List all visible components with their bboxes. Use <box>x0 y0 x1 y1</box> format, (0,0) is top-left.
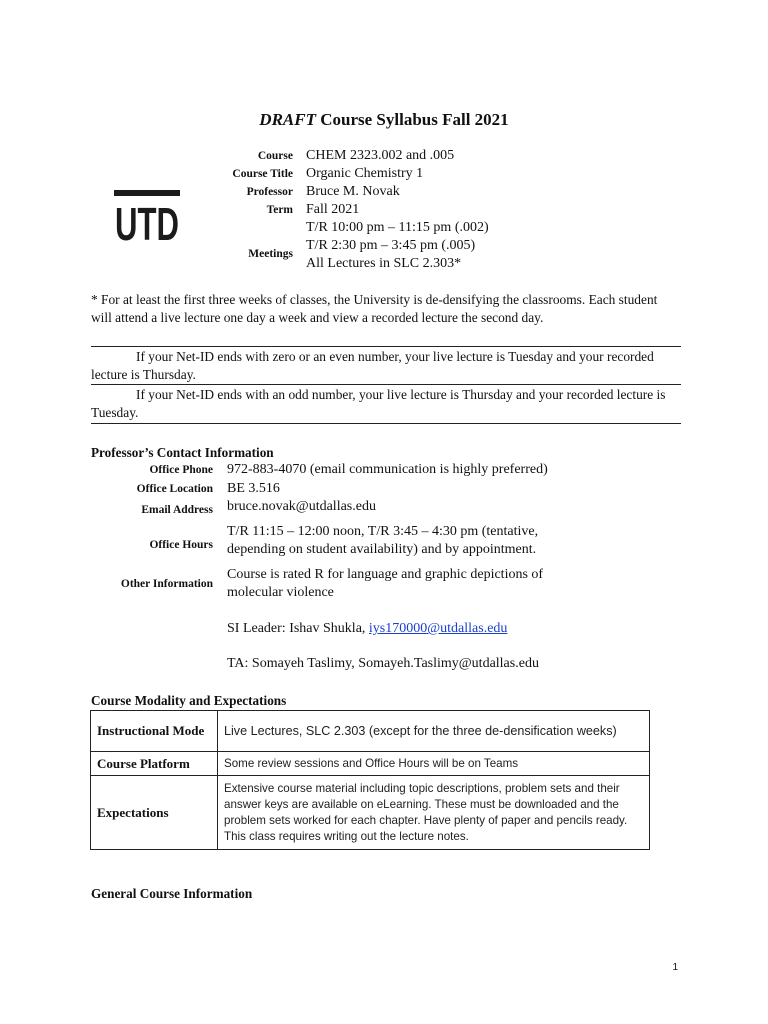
course-label: Course <box>257 150 293 162</box>
professor-label: Professor <box>246 186 293 198</box>
course-title-value: Organic Chemistry 1 <box>306 166 424 181</box>
course-title-label: Course Title <box>232 168 293 180</box>
meeting-line-3: All Lectures in SLC 2.303* <box>306 256 462 271</box>
utd-logo-icon <box>114 190 180 250</box>
meeting-line-2: T/R 2:30 pm – 3:45 pm (.005) <box>306 238 476 253</box>
other-info-line-2: molecular violence <box>227 585 334 600</box>
si-leader-email-link[interactable]: iys170000@utdallas.edu <box>368 621 508 636</box>
divider <box>91 346 681 347</box>
table-row <box>91 776 650 850</box>
office-phone-label: Office Phone <box>149 464 213 476</box>
densify-note: * For at least the first three weeks of classes, the University is de-densifying the classrooms. Each student will attend a live lecture one day a week and view a recorded lecture the second day. <box>91 292 658 325</box>
modality-heading: Course Modality and Expectations <box>91 693 287 708</box>
term-value: Fall 2021 <box>306 202 360 217</box>
ta-info: TA: Somayeh Taslimy, Somayeh.Taslimy@utdallas.edu <box>227 656 539 671</box>
general-info-heading: General Course Information <box>91 886 253 901</box>
professor-value: Bruce M. Novak <box>306 184 400 199</box>
table-row <box>91 752 650 776</box>
other-info-line-1: Course is rated R for language and graphic depictions of <box>227 567 544 582</box>
modality-table <box>90 710 650 850</box>
divider <box>91 384 681 385</box>
instructional-mode-value: Live Lectures, SLC 2.303 (except for the three de-densification weeks) <box>218 711 650 752</box>
title-rest: Course Syllabus Fall 2021 <box>315 110 509 129</box>
expectations-value: Extensive course material including topic descriptions, problem sets and their answer keys are available on eLearning. These must be downloaded and the problem sets worked for each chapter. Have plenty of paper and pencils ready. This class requires writing out the lecture notes. <box>218 776 650 850</box>
divider <box>91 423 681 424</box>
office-hours-line-2: depending on student availability) and by appointment. <box>227 542 537 557</box>
term-label: Term <box>266 204 293 216</box>
contact-heading: Professor’s Contact Information <box>91 445 274 460</box>
title-draft: DRAFT <box>259 110 316 129</box>
odd-netid-note: If your Net-ID ends with an odd number, your live lecture is Thursday and your recorded lecture is Tuesday. <box>91 387 666 420</box>
course-platform-label: Course Platform <box>91 752 218 776</box>
logo-text: UTD <box>115 198 179 250</box>
si-leader <box>227 621 507 637</box>
table-row <box>91 711 650 752</box>
meeting-line-1: T/R 10:00 pm – 11:15 pm (.002) <box>306 220 489 235</box>
course-platform-value: Some review sessions and Office Hours will be on Teams <box>218 752 650 776</box>
instructional-mode-label: Instructional Mode <box>91 711 218 752</box>
document-title <box>0 110 768 130</box>
office-location-label: Office Location <box>136 483 213 495</box>
office-location-value: BE 3.516 <box>227 481 280 496</box>
office-hours-line-1: T/R 11:15 – 12:00 noon, T/R 3:45 – 4:30 pm (tentative, <box>227 524 539 539</box>
email-label: Email Address <box>141 504 213 516</box>
email-value: bruce.novak@utdallas.edu <box>227 499 376 514</box>
meetings-label: Meetings <box>248 248 293 260</box>
course-value: CHEM 2323.002 and .005 <box>306 148 455 163</box>
si-leader-text: SI Leader: Ishav Shukla, <box>227 621 369 636</box>
other-info-label: Other Information <box>120 578 213 590</box>
even-netid-note: If your Net-ID ends with zero or an even number, your live lecture is Tuesday and your recorded lecture is Thursday. <box>91 349 654 382</box>
office-hours-label: Office Hours <box>149 539 213 551</box>
expectations-label: Expectations <box>91 776 218 850</box>
office-phone-value: 972-883-4070 (email communication is highly preferred) <box>227 462 548 477</box>
page-number: 1 <box>672 962 678 973</box>
